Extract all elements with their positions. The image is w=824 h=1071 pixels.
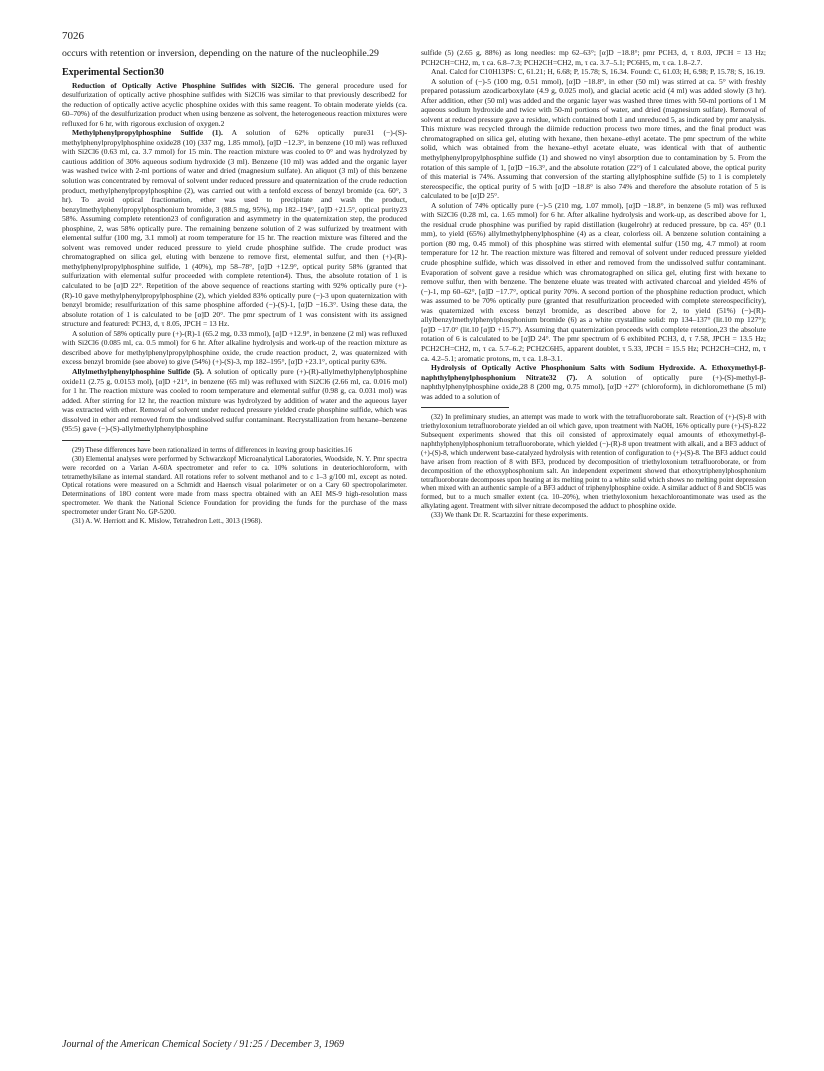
right-column [421,48,766,520]
paragraph-text: A solution of optically pure (+)-(S)-methyl-β-naphthylphenylphosphine oxide,28 8 (200 mg, 0.75 mmol), [α]D +27° (chloroform), in dichloromethane (5 ml) was added to a solution of [421,372,766,401]
paragraph [421,77,766,201]
paragraph [421,201,766,363]
paragraph [421,48,766,67]
footnote: (29) These differences have been rationalized in terms of differences in leaving group basicities.16 [72,445,353,454]
footnote: (31) A. W. Herriott and K. Mislow, Tetrahedron Lett., 3013 (1968). [72,517,263,526]
paragraph-text: A solution of (−)-5 (100 mg, 0.51 mmol), [α]D −18.8°, in ether (50 ml) was stirred at ca. 5° with freshly prepared potassium azodicarboxylate (4.9 g, 0.025 mol), and glacial acetic acid (4 ml) was added slowly (3 hr). After addition, ether (50 ml) was added and the organic layer was washed three times with 50-ml portions of 1 M aqueous sodium hydroxide and twice with 50-ml portions of water, and dried (magnesium sulfate). Removal of solvent at reduced pressure gave a residue, which contained both 1 and unreduced 5, as indicated by pmr analysis. This mixture was recycled through the diimide reduction process two more times, and the final product was chromatographed on silica gel, eluting with hexane, then hexane–ethyl acetate. The pmr spectrum of the white solid, which was obtained from the hexane–ethyl acetate eluate, was identical with that of authentic methylphenylpropylphosphine sulfide (1) and showed no vinyl absorption due to contamination by 5. From the rotation of this sample of 1, [α]D −16.3°, and the absolute rotation (22°) of 1 calculated above, the optical purity of this material is 74%. Assuming that conversion of the starting allylphosphine sulfide (5) to 1 is completely stereospecific, the optical purity of 5 with [α]D −18.8° is also 74% and therefore the absolute rotation of 5 is calculated to be [α]D 25°. [421,76,766,201]
paragraph [62,128,407,328]
footnote: (30) Elemental analyses were performed by Schwarzkopf Microanalytical Laboratories, Woodside, N. Y. Pmr spectra were recorded on a Varian A-60A spectrometer and refer to ca. 10% solutions in deuteriochloroform, with tetramethylsilane as internal standard. All rotations refer to solvent methanol and to c 1–3 g/100 ml, except as noted. Optical rotations were measured on a Schmidt and Haensch visual polarimeter or on a Cary 60 spectropolarimeter. Determinations of 18O content were made from mass spectra obtained with an AEI MS-9 high-resolution mass spectrometer. We thank the National Science Foundation for providing the funds for the purchase of the mass spectrometer under Grant No. GP-5200. [62,454,407,517]
footnote-rule [421,407,509,408]
paragraph [62,329,407,367]
paragraph-heading: Hydrolysis of Optically Active Phosphonium Salts with Sodium Hydroxide. A. Ethoxymethyl-β-naphthylphenylphosphonium Nitrate32 (7). [421,363,766,382]
paragraph-heading: Methylphenylpropylphosphine Sulfide (1). [72,128,223,138]
paragraph-heading: Allylmethylphenylphosphine Sulfide (5). [72,366,204,376]
paragraph-text: A solution of 62% optically pure31 (−)-(S)-methylphenylpropylphosphine oxide28 (10) (337 mg, 1.85 mmol), [α]D −12.3°, in benzene (10 ml) was refluxed with Si2Cl6 (0.63 ml, ca. 3.7 mmol) for 15 min. The reaction mixture was cooled to 0° and was hydrolyzed by cautious addition of 30% aqueous sodium hydroxide (3 ml). Benzene (10 ml) was added and the organic layer was washed twice with 2-ml portions of water and dried (magnesium sulfate). An aliquot (3 ml) of this benzene solution was concentrated by removal of solvent under reduced pressure and quaternization of the crude reduction product, methylphenylpropylphosphine (2), was carried out with a tenfold excess of benzyl bromide (ca. 60°, 3 hr). To avoid optical fractionation, ether was used to precipitate and wash the product, benzylmethylphenylpropylphosphonium bromide, 3 (88.5 mg, 95%), mp 182–194°, [α]D +21.5°, optical purity23 58%. Assuming complete retention23 of configuration and asymmetry in the quaternization step, the produced phosphine, 2, was 58% optically pure. The remaining benzene solution of 2 was sulfurized by treatment with elemental sulfur (100 mg, 3.1 mmol) at room temperature for 15 hr. The reaction mixture was filtered and the solvent was removed under reduced pressure to yield crude phosphine sulfide. The crude product was chromatographed on silica gel, eluting with benzene to remove first, elemental sulfur, and then (+)-(R)-methylphenylpropylphosphine sulfide, 1 (40%), mp 58–78°, [α]D +12.9°, optical purity 58% (granted that sulfurization with elemental sulfur proceeded with complete retention4). Thus, the absolute rotation of 1 is calculated to be [α]D 22°. Repetition of the above sequence of reactions starting with 92% optically pure (+)-(R)-10 gave methylphenylpropylphosphine (2), which yielded 83% optically pure (−)-3 upon quaternization with benzyl bromide; resulfurization of this same phosphine afforded (−)-(S)-1, [α]D −16.3°. Using these data, the absolute rotation of 1 is calculated to be [α]D 20°. The pmr spectrum of 1 was consistent with its assigned structure and featured: PCH3, d, τ 8.05, JPCH = 13 Hz. [62,128,407,329]
paragraph-text: A solution of 58% optically pure (+)-(R)-1 (65.2 mg, 0.33 mmol), [α]D +12.9°, in benzene (2 ml) was refluxed with Si2Cl6 (0.085 ml, ca. 0.5 mmol) for 6 hr. After alkaline hydrolysis and work-up of the reaction mixture as described above for methylphenylpropylphosphine oxide, the crude reaction product, 2, was quaternized with excess benzyl bromide (see above) to give (54%) (+)-(S)-3, mp 182–195°, [α]D +23.1°, optical purity 63%. [62,328,407,367]
paragraph-text: Anal. Calcd for C10H13PS: C, 61.21; H, 6.68; P, 15.78; S, 16.34. Found: C, 61.03; H, 6.98; P, 15.78; S, 16.19. [431,67,765,77]
paragraph-text: A solution of optically pure (+)-(R)-allylmethylphenylphosphine oxide11 (2.75 g, 0.0153 mol), [α]D +21°, in benzene (65 ml) was refluxed with Si2Cl6 (2.66 ml, ca. 0.016 mol) for 1 hr. The reaction mixture was cooled to room temperature and elemental sulfur (0.98 g, ca. 0.031 mol) was added. After stirring for 12 hr, the reaction mixture was hydrolyzed by addition of water and the aqueous layer was extracted with ether. Removal of solvent under reduced pressure yielded crude phosphine sulfide, which was dissolved in ether and removed from the undissolved sulfur contaminant. Recrystallization from hexane–benzene (95:5) gave (−)-(S)-allylmethylphenylphosphine [62,366,408,434]
footnote: (32) In preliminary studies, an attempt was made to work with the tetrafluoroborate salt. Reaction of (+)-(S)-8 with triethyloxonium tetrafluoroborate yielded an oil which gave, upon treatment with NaOH, 16% optically pure (+)-(S)-8.22 Subsequent experiments showed that this oil consisted of approximately equal amounts of ethoxymethyl-β-naphthylphenylphosphonium tetrafluoroborate, which yielded (−)-(R)-8 upon treatment with alkali, and a BF3 adduct of (+)-(S)-8, which underwent base-catalyzed hydrolysis with retention of configuration to (+)-(S)-8. The BF3 adduct could have arisen from reaction of 8 with BF3, produced by decomposition of triethyloxonium tetrafluoroborate, or from decomposition of the ethoxyphosphonium salt. An independent experiment showed that ethoxytriphenylphosphonium tetrafluoroborate decomposes upon heating at its melting point to a white solid which shows no melting point depression when mixed with an authentic sample of a BF3 adduct of triphenylphosphine oxide. A similar adduct of 8 and SbCl5 was formed, but to a much smaller extent (ca. 10–20%), when triethyloxonium hexachloroantimonate was used as the alkylating agent. Treatment with silver nitrate decomposed the adduct to phosphine oxide. [421,413,766,511]
journal-footer: Journal of the American Chemical Society / 91:25 / December 3, 1969 [62,1039,344,1050]
intro-text: occurs with retention or inversion, depending on the nature of the nucleophile.29 [62,48,379,59]
section-heading: Experimental Section30 [62,67,164,78]
left-column [62,48,407,526]
right-paragraphs [421,48,766,401]
footnote-rule [62,440,150,441]
page-number: 7026 [62,30,84,42]
paragraph [62,367,407,434]
paragraph [62,81,407,129]
paragraph-heading: Reduction of Optically Active Phosphine Sulfides with Si2Cl6. [72,80,295,90]
right-footnotes [421,413,766,520]
paragraph-text: sulfide (5) (2.65 g, 88%) as long needles: mp 62–63°; [α]D −18.8°; pmr PCH3, d, τ 8.03, JPCH = 13 Hz; PCH2CH=CH2, m, τ ca. 6.8–7.3; PCH2CH=CH2, m, τ ca. 3.7–5.1; PC6H5, m, τ ca. 1.8–2.7. [421,48,766,67]
left-footnotes [62,446,407,526]
paragraph [421,67,766,77]
paragraph [421,363,766,401]
left-paragraphs [62,81,407,434]
paragraph-text: The general procedure used for desulfurization of optically active phosphine sulfides with Si2Cl6 was similar to that previously described2 for the reduction of optically active acyclic phosphine oxides with this same reagent. To obtain moderate yields (ca. 60–70%) of the desulfurization product when using benzene as solvent, the heterogeneous reaction mixtures were refluxed for 6 hr, with rigorous exclusion of oxygen.2 [62,80,407,128]
paragraph-text: A solution of 74% optically pure (−)-5 (210 mg, 1.07 mmol), [α]D −18.8°, in benzene (5 ml) was refluxed with Si2Cl6 (0.28 ml, ca. 1.65 mmol) for 6 hr. After alkaline hydrolysis and work-up, as described above for 1, the residual crude phosphine was purified by rapid distillation (kugelrohr) at reduced pressure, bp ca. 45° (0.1 mm), to yield (65%) allylmethylphenylphosphine (4) as a clear, colorless oil. A benzene solution containing a portion (80 mg, 0.45 mmol) of this phosphine was stirred with elemental sulfur (150 mg, 4.7 mmol) at room temperature for 12 hr. The reaction mixture was filtered and removal of solvent under reduced pressure yielded crude phosphine sulfide, which was dissolved in ether and removed from the undissolved sulfur contaminant. Evaporation of solvent gave a residue which was chromatographed on silica gel, eluting first with hexane to remove sulfur, then with benzene. The benzene eluate was treated with activated charcoal and yielded 45% of (−)-1, mp 60–62°, [α]D −17.7°, optical purity 70%. A second portion of the phosphine reduction product, which was assumed to be 70% optically pure (granted that resulfurization proceeded with complete stereospecificity), was quaternized with excess benzyl bromide, as described above for 2, to yield (51%) (−)-(R)-allylbenzylmethylphenylphosphonium bromide (6) as a white crystalline solid: mp 134–137° (lit.10 mp 127°); [α]D −17.0° (lit.10 [α]D +15.7°). Assuming that quaternization proceeds with complete retention,23 the absolute rotation of 6 is calculated to be [α]D 24°. The pmr spectrum of 6 exhibited PCH3, d, τ 7.58, JPCH = 13.5 Hz; PCH2CH=CH2, m, τ ca. 5.7–6.2; PCH2C6H5, apparent doublet, τ 5.33, JPCH = 15.5 Hz; PCH2CH=CH2, m, τ ca. 4.2–5.1; aromatic protons, m, τ ca. 1.8–3.1. [421,200,766,363]
footnote: (33) We thank Dr. R. Scartazzini for these experiments. [431,511,589,520]
